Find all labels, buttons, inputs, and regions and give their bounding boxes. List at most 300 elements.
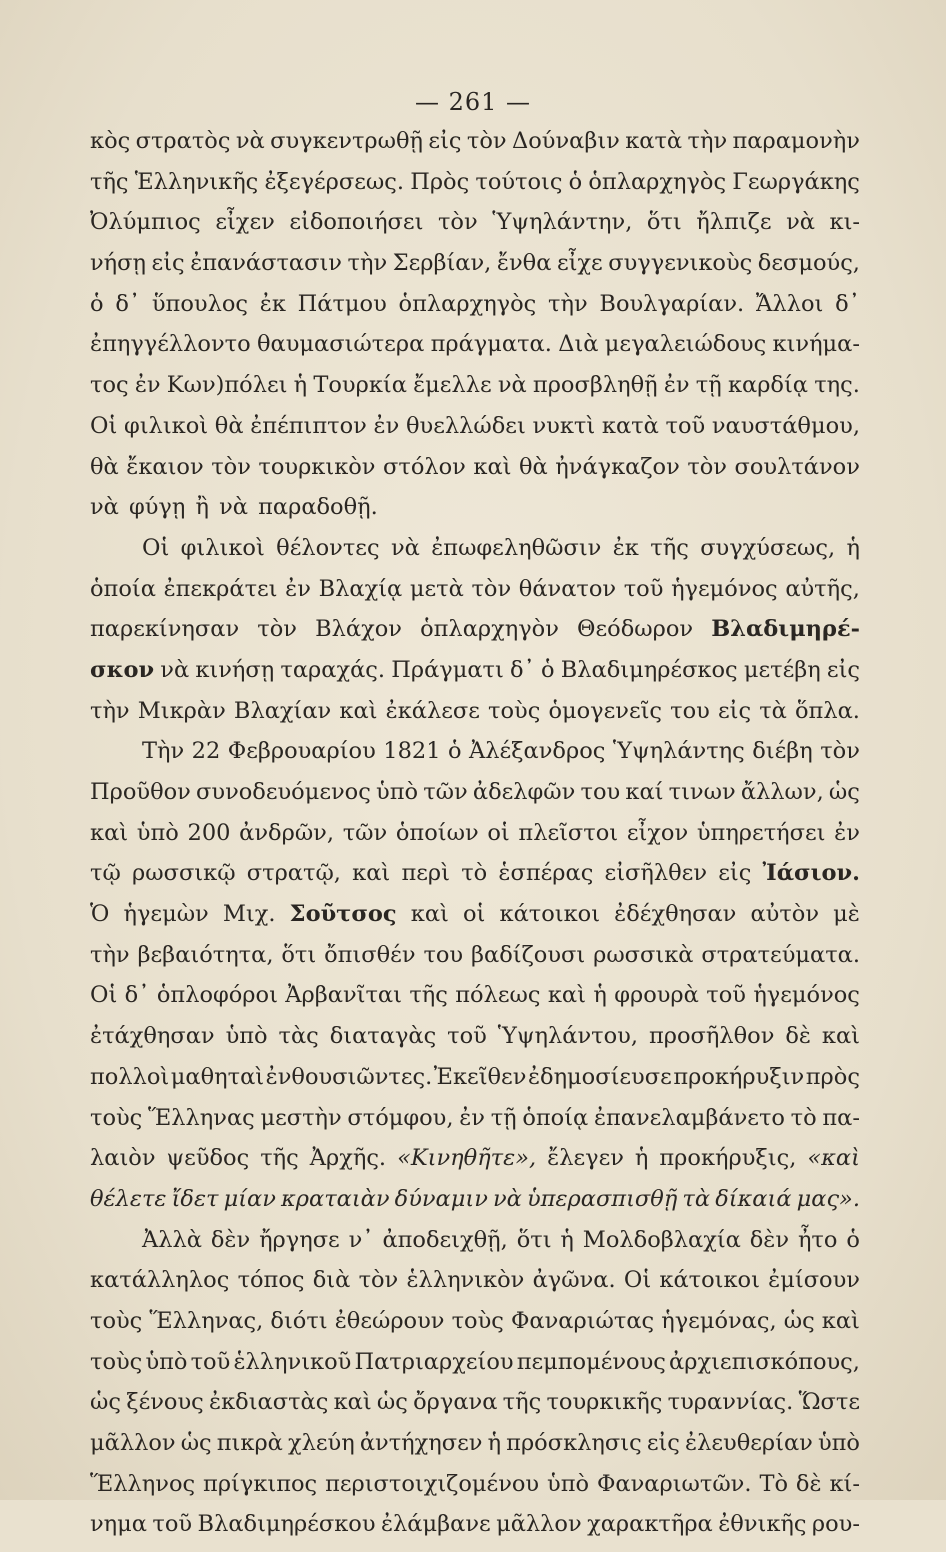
word: εἰς <box>717 697 752 724</box>
word: οἱ <box>487 819 510 846</box>
word: τῶν <box>423 779 468 805</box>
word: κατὰ <box>625 128 683 154</box>
word: τὸν <box>257 616 297 643</box>
word: ἐν <box>459 1104 485 1131</box>
word: νὰ <box>497 372 527 399</box>
page-number: — 261 — <box>414 88 532 116</box>
word: ἀνδρῶν, <box>239 819 334 846</box>
word: θέλετε <box>90 1185 167 1212</box>
word: ὁ <box>447 738 462 765</box>
word: «Κινηθῆτε», <box>397 1145 537 1172</box>
word: ἡ <box>634 1145 649 1172</box>
word: εἶχεν <box>215 209 275 236</box>
text-line <box>90 1430 860 1471</box>
word: ἐλευθερίαν <box>685 1430 813 1456</box>
word: ἑσπέρας <box>498 860 594 887</box>
word: ἑλληνικοῦ <box>233 1348 352 1375</box>
word: ἀντήχησεν <box>359 1430 483 1456</box>
word: τῆς <box>409 982 448 1009</box>
word: στρατῷ, <box>246 860 341 887</box>
word: δεσμούς, <box>757 250 860 277</box>
word: πικρὰ <box>216 1430 283 1456</box>
word: ὁ <box>846 1226 860 1253</box>
word: φιλικοὶ <box>180 534 265 561</box>
word: δ᾽ <box>510 656 535 683</box>
word: ἢ <box>195 494 209 521</box>
word: μεστὴν <box>260 1104 342 1131</box>
word: Ἀρχῆς. <box>309 1145 387 1172</box>
word: σκον <box>90 656 155 683</box>
word: ἐπηγγέλλοντο <box>90 331 251 358</box>
word: καὶ <box>339 697 378 724</box>
word: Ἕλληνος <box>90 1470 196 1497</box>
word: ἐν <box>663 372 690 399</box>
word: ἐλάμβανε <box>380 1511 491 1538</box>
word: ἀποδειχθῇ, <box>382 1226 508 1253</box>
word: διὰ <box>312 1267 351 1294</box>
word: μας». <box>796 1185 860 1212</box>
word: εἰς <box>428 128 462 154</box>
word: ὅτι <box>646 209 682 236</box>
word: προκήρυξις, <box>659 1145 797 1172</box>
word: δὲ <box>795 1470 822 1497</box>
word: του <box>423 941 464 968</box>
word: ρωσσικῷ <box>132 860 236 887</box>
word: εἰς <box>718 860 752 887</box>
word: πα- <box>822 1104 860 1131</box>
text-line <box>90 454 860 495</box>
word: μετὰ <box>409 575 464 602</box>
word: φρουρὰ <box>614 982 699 1009</box>
text-line <box>90 128 860 169</box>
word: ἤργησε <box>259 1226 340 1253</box>
word: ὑπὸ <box>547 1470 590 1497</box>
word: ὡς <box>180 1430 212 1456</box>
text-line <box>90 576 860 617</box>
word: νυκτὶ <box>532 412 596 439</box>
word: ἤλπιζε <box>696 209 772 236</box>
word: ὁποίᾳ <box>522 1104 589 1131</box>
text-line <box>90 1145 860 1186</box>
word: οἱ <box>463 901 486 928</box>
word: ρωσσικὰ <box>593 941 694 968</box>
word: κι- <box>829 209 860 236</box>
word: τῆς <box>502 1389 542 1416</box>
word: χαρακτῆρα <box>587 1511 713 1538</box>
word: φύγῃ <box>129 494 186 521</box>
word: αὐτῆς, <box>785 575 860 602</box>
word: ὁ <box>568 168 583 195</box>
word: θάνατον <box>518 575 617 602</box>
word: Διὰ <box>558 331 599 358</box>
word: Οἱ <box>623 1267 652 1294</box>
text-line <box>90 901 860 942</box>
word: ὁποίων <box>395 819 479 846</box>
word: τὰς <box>278 1023 319 1050</box>
word: Οἱ <box>142 534 170 561</box>
word: Γεωργάκης <box>732 168 860 195</box>
word: ὁπλαρχηγὸς <box>588 168 727 195</box>
word: της. <box>814 372 860 399</box>
word: τὴν <box>347 250 388 277</box>
word: δὲ <box>785 1023 811 1050</box>
word: εἶχον <box>626 819 689 846</box>
word: τὰ <box>759 697 787 724</box>
word: κὸς <box>90 128 131 154</box>
word: νήσῃ <box>90 250 146 277</box>
word: Πάτμου <box>297 290 387 317</box>
word: Ἀλλὰ <box>142 1226 202 1253</box>
word: ἐθνικῆς <box>718 1511 807 1538</box>
word: εἰς <box>646 1430 680 1456</box>
word: ὑπερασπισθῇ <box>526 1185 678 1212</box>
word: συγκεντρωθῇ <box>270 128 424 154</box>
word: Ἄλλοι <box>755 290 824 317</box>
word: ἑλληνικὸν <box>406 1267 525 1294</box>
word: ὄπισθέν <box>324 941 416 968</box>
word: θὰ <box>519 453 548 480</box>
word: ὑπὸ <box>145 1348 188 1375</box>
text-line <box>90 738 860 779</box>
body-text <box>90 128 860 1552</box>
word: μᾶλλον <box>496 1511 582 1538</box>
word: ἐνθουσιῶντες. <box>265 1063 433 1090</box>
word: θυελλώδει <box>406 412 526 439</box>
word: τοὺς <box>90 1307 143 1334</box>
word: Βλαδιμηρέσκου <box>197 1511 376 1538</box>
word: εἶχε <box>556 250 603 277</box>
word: τυραννίας. <box>667 1389 794 1416</box>
word: Ὁ <box>90 901 110 928</box>
word: προσῆλθον <box>648 1023 775 1050</box>
word: κάτοικοι <box>659 1267 760 1294</box>
word: φιλικοὶ <box>123 412 209 439</box>
word: ἐν <box>134 372 161 399</box>
word: Βλαδιμηρέσκος <box>560 656 738 683</box>
word: συνοδευόμενος <box>196 779 371 805</box>
text-line <box>90 250 860 291</box>
word: ψεῦδος <box>166 1145 250 1172</box>
word: ἡ <box>293 372 308 399</box>
word: τὴν <box>548 290 588 317</box>
text-line <box>90 331 860 372</box>
word: βεβαιότητα, <box>137 941 274 968</box>
word: κραταιὰν <box>281 1185 390 1212</box>
word: τοῦ <box>447 1023 487 1050</box>
word: νὰ <box>90 494 119 521</box>
word: ἔνθα <box>496 250 552 277</box>
word: ὑπὸ <box>376 779 419 805</box>
word: ἡγεμόνας, <box>661 1307 777 1334</box>
word: τοῦ <box>190 1348 231 1375</box>
word: Βλάχον <box>315 616 402 643</box>
word: τὰ <box>682 1185 711 1212</box>
word: περὶ <box>401 860 450 887</box>
word: τῇ <box>490 1104 517 1131</box>
word: ἡγεμόνος <box>671 575 778 602</box>
word: διαταγὰς <box>329 1023 437 1050</box>
word: παραδοθῇ. <box>258 494 378 521</box>
text-line <box>90 1308 860 1349</box>
word: μᾶλλον <box>90 1430 176 1456</box>
word: μετέβη <box>743 656 821 683</box>
word: ὅτι <box>281 941 317 968</box>
word: ἦτο <box>797 1226 838 1253</box>
word: 22 <box>191 738 221 765</box>
word: νὰ <box>219 494 248 521</box>
word: ἐκ <box>259 290 286 317</box>
word: Φαναριώτας <box>510 1307 655 1334</box>
word: ἐπεκράτει <box>163 575 278 602</box>
word: Βλαχίᾳ <box>318 575 403 602</box>
word: θέλοντες <box>276 534 380 561</box>
text-line <box>90 291 860 332</box>
word: ἐξεγέρσεως. <box>264 168 405 195</box>
word: κινήμα- <box>772 331 860 358</box>
word: συγγενικοὺς <box>608 250 753 277</box>
word: καὶ <box>410 901 449 928</box>
word: θὰ <box>214 412 244 439</box>
word: τοῦ <box>706 982 746 1009</box>
word: Ὥστε <box>798 1389 860 1416</box>
word: του <box>580 779 621 805</box>
word: στρατὸς <box>135 128 231 154</box>
word: τινων <box>668 779 736 805</box>
word: κάτοικοι <box>499 901 601 928</box>
word: προκήρυξιν <box>673 1063 805 1090</box>
word: ἐν <box>373 412 400 439</box>
word: μαθηταὶ <box>170 1063 265 1090</box>
word: δύναμιν <box>394 1185 488 1212</box>
word: τὴν <box>90 941 130 968</box>
word: ὁπλαρχηγὸν <box>420 616 559 643</box>
word: διέβη <box>752 738 813 765</box>
word: προσβληθῇ <box>532 372 658 399</box>
word: τὸν <box>820 738 860 765</box>
word: περιστοιχιζομένου <box>325 1470 540 1497</box>
text-line <box>90 1064 860 1105</box>
word: Προῦθον <box>90 779 191 805</box>
word: στόλον <box>383 453 466 480</box>
word: ὑπηρετήσει <box>696 819 826 846</box>
word: ὡς <box>828 779 860 805</box>
word: τὸ <box>790 1104 817 1131</box>
word: θαυμασιώτερα <box>256 331 425 358</box>
word: τῶν <box>342 819 388 846</box>
word: ἡ <box>846 534 860 561</box>
word: ἐδέχθησαν <box>614 901 737 928</box>
word: τὸν <box>211 453 251 480</box>
word: ὕπουλος <box>151 290 248 317</box>
word: καὶ <box>473 453 512 480</box>
word: καί <box>625 779 664 805</box>
word: ἐπέπιπτον <box>250 412 367 439</box>
text-line <box>90 616 860 657</box>
word: «καὶ <box>807 1145 860 1172</box>
word: βαδίζουσι <box>471 941 586 968</box>
word: κί- <box>829 1470 860 1497</box>
word: τοῦ <box>623 575 664 602</box>
word: ὡς <box>783 1307 815 1334</box>
word: ν᾽ <box>348 1226 374 1253</box>
word: ναυστάθμου, <box>711 412 860 439</box>
word: Ἐκεῖθεν <box>433 1063 527 1090</box>
word: τὸ <box>461 860 488 887</box>
word: τος <box>90 372 129 399</box>
word: τὸν <box>358 1267 399 1294</box>
word: πλεῖστοι <box>518 819 619 846</box>
word: ταραχάς. <box>280 656 386 683</box>
word: ἐπανελαμβάνετο <box>593 1104 785 1131</box>
word: ὄργανα <box>413 1389 498 1416</box>
word: τοῦ <box>665 412 706 439</box>
word: Βλαδιμηρέ- <box>711 616 860 643</box>
word: ὅτι <box>516 1226 552 1253</box>
word: ἔλεγεν <box>547 1145 624 1172</box>
word: Ὀλύμπιος <box>90 209 201 236</box>
word: 200 <box>187 819 231 846</box>
word: ὁμογενεῖς <box>548 697 663 724</box>
word: εἰδοποιήσει <box>289 209 424 236</box>
word: τὸν <box>437 209 478 236</box>
word: τῆς <box>260 1145 299 1172</box>
text-line <box>90 698 860 739</box>
word: νημα <box>90 1511 147 1538</box>
word: Ἰάσιον. <box>762 860 860 887</box>
word: ἐκάλεσε <box>385 697 480 724</box>
word: δὲν <box>210 1226 251 1253</box>
word: Πράγματι <box>391 656 504 683</box>
word: τοὺς <box>451 1307 504 1334</box>
word: Πρὸς <box>410 168 470 195</box>
word: ὑπὸ <box>817 1430 860 1456</box>
text-line <box>90 372 860 413</box>
word: ἐθεώρουν <box>334 1307 445 1334</box>
word: τὴν <box>90 697 130 724</box>
word: Σερβίαν, <box>392 250 492 277</box>
word: 1821 <box>383 738 441 765</box>
word: λαιὸν <box>90 1145 156 1172</box>
text-line <box>90 169 860 210</box>
word: Ὑψηλάντης <box>612 738 745 765</box>
text-line <box>90 942 860 983</box>
word: δ᾽ <box>835 290 860 317</box>
word: ἐτάχθησαν <box>90 1023 215 1050</box>
word: παραμονὴν <box>732 128 860 154</box>
word: ἡ <box>593 982 607 1009</box>
word: ἐμίσουν <box>768 1267 860 1294</box>
text-line <box>90 1471 860 1512</box>
word: μὲ <box>833 901 860 928</box>
word: ὁποία <box>90 575 156 602</box>
word: καὶ <box>821 1307 860 1334</box>
word: ἐπωφεληθῶσιν <box>431 534 602 561</box>
word: μίαν <box>223 1185 276 1212</box>
word: ἴδετ <box>171 1185 219 1212</box>
text-line <box>90 1349 860 1390</box>
word: πεμπομένους <box>516 1348 666 1375</box>
word: ὁπλοφόροι <box>156 982 278 1009</box>
word: Φεβρουαρίου <box>227 738 376 765</box>
word: ἡ <box>560 1226 574 1253</box>
word: Οἱ <box>90 982 118 1009</box>
word: ὡς <box>90 1389 121 1416</box>
word: πρόσκλησις <box>506 1430 642 1456</box>
word: Θεόδωρον <box>577 616 694 643</box>
word: ἠνάγκαζον <box>555 453 680 480</box>
word: κατὰ <box>601 412 659 439</box>
word: Φαναριωτῶν. <box>596 1470 752 1497</box>
word: ἡγεμὼν <box>123 901 209 928</box>
text-line <box>90 1186 860 1227</box>
word: ἡγεμόνος <box>753 982 860 1009</box>
word: καὶ <box>90 819 129 846</box>
word: ὅπλα. <box>795 697 860 724</box>
word: τὸν <box>471 575 512 602</box>
word: τουρκικῆς <box>546 1389 663 1416</box>
word: τὸν <box>466 128 507 154</box>
word: ὁ <box>90 290 104 317</box>
text-line <box>90 209 860 250</box>
word: καὶ <box>547 982 586 1009</box>
word: Τουρκία <box>313 372 407 399</box>
word: ἀδελφῶν <box>472 779 576 805</box>
word: στρατεύματα. <box>701 941 860 968</box>
word: ὁπλαρχηγὸς <box>398 290 537 317</box>
word: ὑπὸ <box>225 1023 268 1050</box>
word: τὸν <box>687 453 727 480</box>
word: παρεκίνησαν <box>90 616 240 643</box>
word: χλεύη <box>287 1430 355 1456</box>
word: σουλτάνον <box>734 453 860 480</box>
word: Βλαχίαν <box>233 697 332 724</box>
text-line <box>90 1511 860 1552</box>
word: τῇ <box>695 372 722 399</box>
word: πρὸς <box>805 1063 860 1090</box>
word: κινήσῃ <box>195 656 275 683</box>
word: Μιχ. <box>222 901 276 928</box>
word: καὶ <box>333 1389 372 1416</box>
word: Ὑψηλάντου, <box>497 1023 638 1050</box>
word: ἐν <box>285 575 311 602</box>
text-line <box>90 779 860 820</box>
word: τοὺς <box>90 1348 143 1375</box>
word: Ὑψηλάντην, <box>492 209 633 236</box>
word: δ᾽ <box>124 982 150 1009</box>
word: νὰ <box>786 209 815 236</box>
word: ξένους <box>126 1389 204 1416</box>
word: Ἀλέξανδρος <box>469 738 606 765</box>
word: ἀρχιεπισκόπους, <box>669 1348 860 1375</box>
word: νὰ <box>493 1185 522 1212</box>
word: ἐδημοσίευσε <box>527 1063 672 1090</box>
word: νὰ <box>235 128 265 154</box>
word: εἰς <box>826 656 860 683</box>
text-line <box>90 657 860 698</box>
word: ὁ <box>541 656 555 683</box>
word: τῷ <box>90 860 121 887</box>
text-line <box>90 413 860 454</box>
word: Ἀρβανῖται <box>285 982 402 1009</box>
word: στόμφου, <box>347 1104 454 1131</box>
word: καρδίᾳ <box>727 372 808 399</box>
word: εἰς <box>151 250 185 277</box>
word: θὰ <box>90 453 119 480</box>
word: Σοῦτσος <box>289 901 397 928</box>
word: Βουλγαρίαν. <box>599 290 745 317</box>
word: δίκαιά <box>715 1185 792 1212</box>
word: καὶ <box>821 1023 860 1050</box>
